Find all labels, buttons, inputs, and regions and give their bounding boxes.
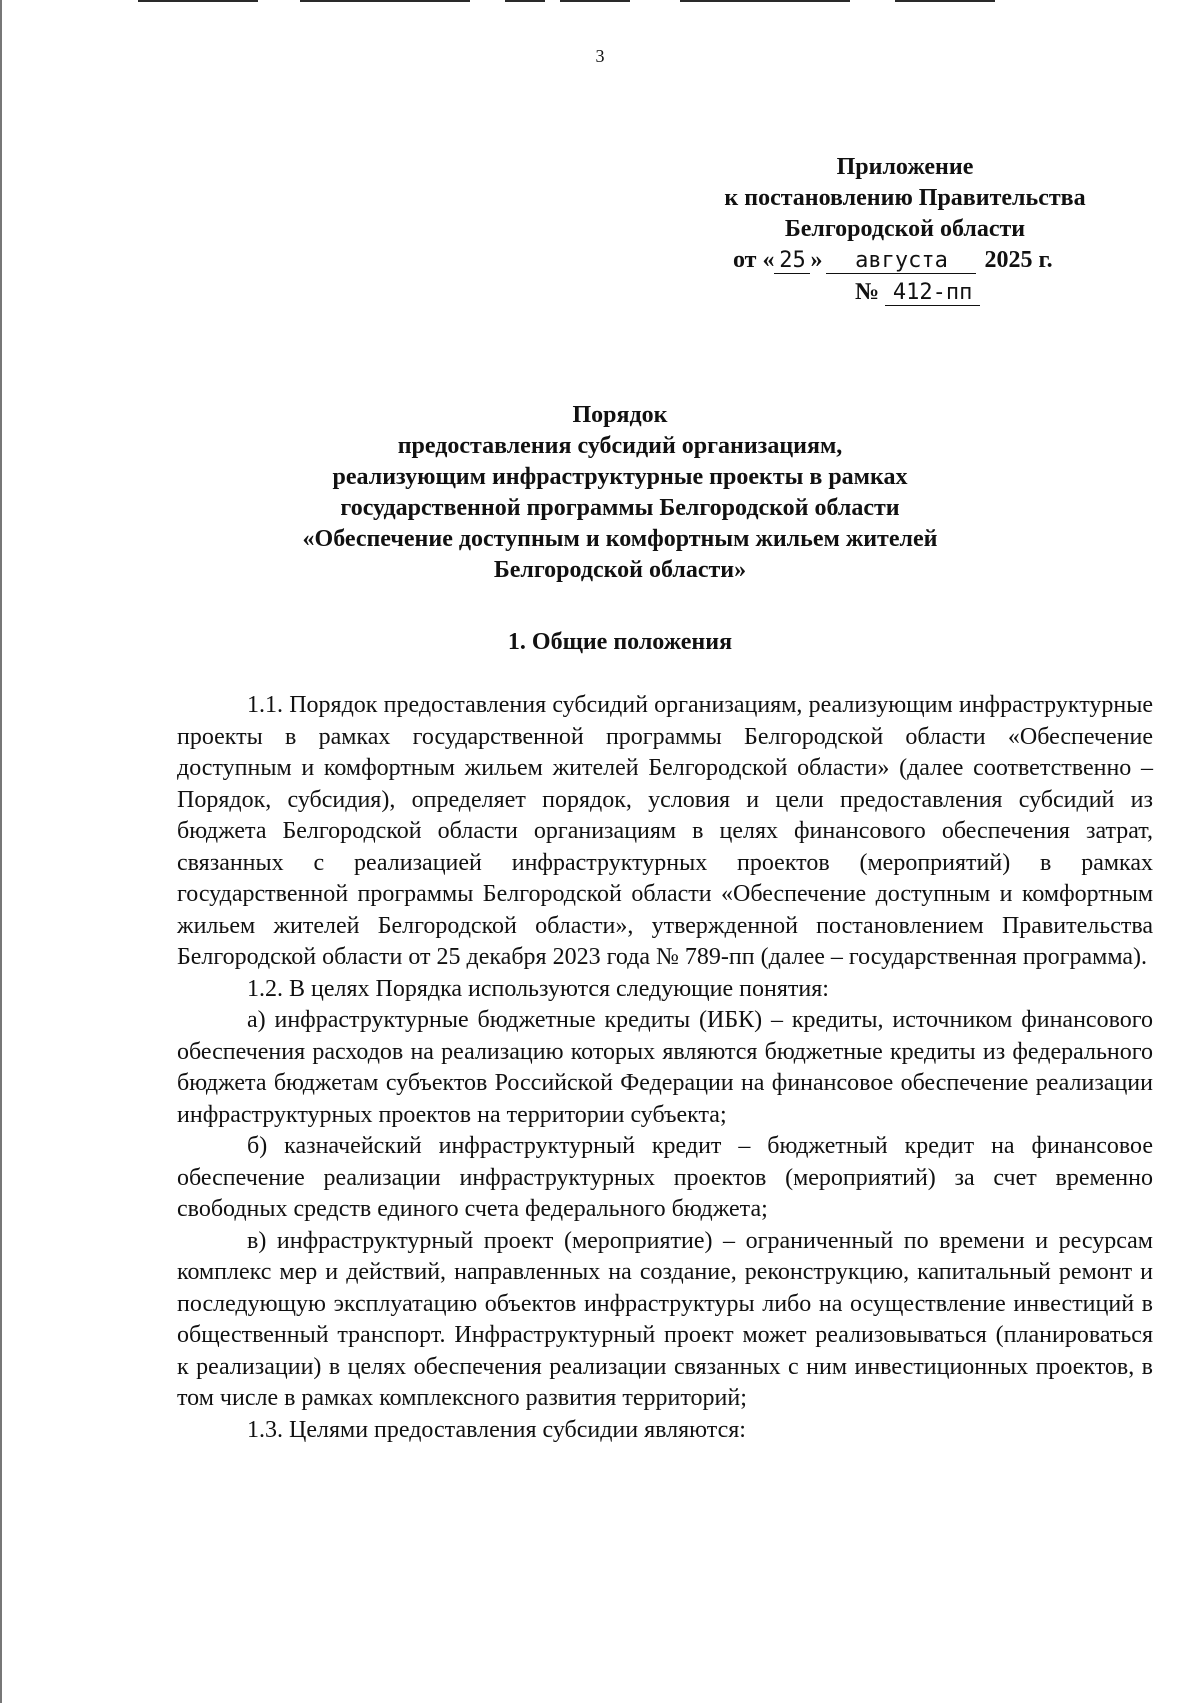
- title-line: Порядок: [572, 402, 668, 428]
- page-number: 3: [595, 46, 605, 66]
- title-line: «Обеспечение доступным и комфортным жильем жителей: [302, 526, 938, 552]
- document-title: [180, 400, 1060, 586]
- scan-left-edge: [0, 0, 2, 1703]
- paragraph: в) инфраструктурный проект (мероприятие) – ограниченный по времени и ресурсам комплекс мер и действий, направленных на создание, реконструкцию, капитальный ремонт и последующую эксплуатацию объектов инфраструктуры либо на осуществление инвестиций в общественный транспорт. Инфраструктурный проект может реализовываться (планироваться к реализации) в целях обеспечения реализации связанных с ним инвестиционных проектов, в том числе в рамках комплексного развития территорий;: [177, 1227, 1153, 1411]
- section-heading: 1. Общие положения: [507, 629, 733, 655]
- date-month: августа: [826, 249, 976, 274]
- date-mid: »: [810, 247, 823, 273]
- title-line: предоставления субсидий организациям,: [397, 433, 843, 459]
- scan-edge-line: [560, 0, 630, 2]
- title-line: государственной программы Белгородской области: [340, 495, 900, 521]
- appendix-line: Белгородской области: [784, 216, 1026, 242]
- number-sign: №: [855, 279, 880, 305]
- date-day: 25: [774, 249, 810, 274]
- scan-edge-line: [300, 0, 470, 2]
- date-prefix: от «: [733, 247, 775, 273]
- scan-edge-line: [895, 0, 995, 2]
- resolution-number: [855, 277, 980, 308]
- scan-edge-line: [680, 0, 850, 2]
- appendix-header: [640, 152, 1170, 245]
- paragraph: б) казначейский инфраструктурный кредит – бюджетный кредит на финансовое обеспечение реализации инфраструктурных проектов (мероприятий) за счет временно свободных средств единого счета федерального бюджета;: [177, 1133, 1153, 1222]
- resolution-date: [733, 245, 1053, 276]
- section-body: [177, 690, 1153, 1446]
- paragraph: 1.1. Порядок предоставления субсидий организациям, реализующим инфраструктурные проекты в рамках государственной программы Белгородской области «Обеспечение доступным и комфортным жильем жителей Белгородской области» (далее соответственно – Порядок, субсидия), определяет порядок, условия и цели предоставления субсидий из бюджета Белгородской области организациям в целях финансового обеспечения затрат, связанных с реализацией инфраструктурных проектов (мероприятий) в рамках государственной программы Белгородской области «Обеспечение доступным и комфортным жильем жителей Белгородской области», утвержденной постановлением Правительства Белгородской области от 25 декабря 2023 года № 789-пп (далее – государственная программа).: [177, 692, 1153, 970]
- paragraph: а) инфраструктурные бюджетные кредиты (ИБК) – кредиты, источником финансового обеспечения расходов на реализацию которых являются бюджетные кредиты из федерального бюджета бюджетам субъектов Российской Федерации на финансовое обеспечение реализации инфраструктурных проектов на территории субъекта;: [177, 1007, 1153, 1128]
- paragraph: 1.2. В целях Порядка используются следующие понятия:: [247, 975, 829, 1002]
- appendix-line: к постановлению Правительства: [724, 185, 1086, 211]
- scan-edge-line: [505, 0, 545, 2]
- date-year: 2025 г.: [984, 247, 1053, 273]
- paragraph: 1.3. Целями предоставления субсидии являются:: [247, 1416, 746, 1443]
- title-line: реализующим инфраструктурные проекты в рамках: [332, 464, 908, 490]
- title-line: Белгородской области»: [493, 557, 747, 583]
- appendix-line: Приложение: [836, 154, 974, 180]
- scan-edge-line: [138, 0, 258, 2]
- number-value: 412-пп: [885, 281, 980, 306]
